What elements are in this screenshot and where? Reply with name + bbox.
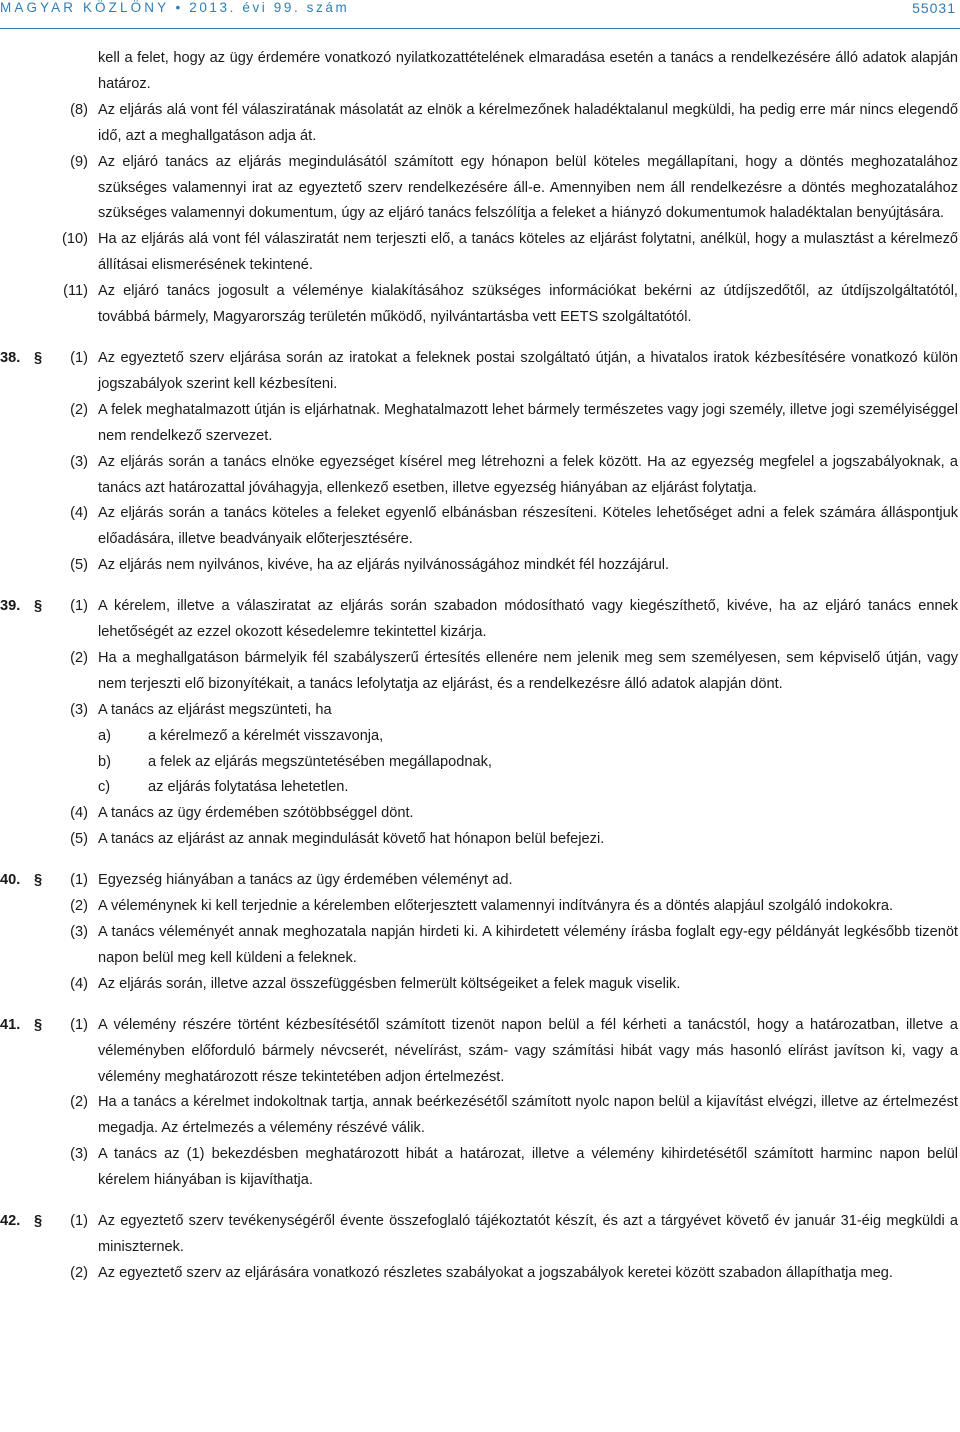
paragraph-number: (9) — [70, 153, 88, 170]
paragraph-text: Ha a meghallgatáson bármelyik fél szabályszerű értesítés ellenére nem jelenik meg sem személyesen, sem képviselő útján, vagy nem terjeszti elő bizonyítékait, a tanács lefolytatja az eljárást, és a rendelkezésre álló adatok alapján dönt. — [98, 649, 958, 692]
list-item — [0, 750, 960, 776]
paragraph-text: Az eljárás alá vont fél válasziratának másolatát az elnök a kérelmezőnek haladéktalanul megküldi, ha pedig erre már nincs elegendő idő, azt a meghallgatáson adja át. — [98, 101, 958, 144]
continuation-text: kell a felet, hogy az ügy érdemére vonatkozó nyilatkozattételének elmaradása esetén a tanács a rendelkezésére álló adatok alapján határoz. — [98, 50, 958, 92]
paragraph-text: A kérelem, illetve a válasziratat az eljárás során szabadon módosítható vagy kiegészíthető, kivéve, ha az eljáró tanács ennek lehetőségét az ezzel okozott késedelemre tekintettel kizárja. — [98, 598, 958, 641]
section-sign: § — [34, 598, 43, 615]
section — [0, 594, 960, 853]
header-running-title — [0, 0, 349, 15]
sections — [0, 331, 960, 1287]
section-gap — [0, 579, 960, 594]
list-item — [0, 724, 960, 750]
paragraph-text: Az eljáró tanács jogosult a véleménye kialakításához szükséges információkat bekérni az útdíjszedőtől, az útdíjszolgáltatótól, továbbá bármely, Magyarország területén működő, nyilvántartásba vett EETS szolgáltatótól. — [98, 283, 958, 326]
paragraph-text: A véleménynek ki kell terjednie a kérelemben előterjesztett valamennyi indítványra és a döntés alapjául szolgáló indokokra. — [98, 898, 893, 915]
paragraph — [0, 227, 960, 279]
paragraph-number: (5) — [70, 831, 88, 848]
paragraph-number: (3) — [70, 924, 88, 940]
publication-name: MAGYAR KÖZLÖNY — [0, 0, 170, 15]
paragraph-number: (1) — [70, 1016, 88, 1033]
section-number: 39. — [0, 598, 21, 615]
paragraph-text: Az eljáró tanács az eljárás megindulásától számított egy hónapon belül köteles megállapítani, hogy a döntés meghozatalához szükséges valamennyi irat az egyeztető szerv rendelkezésére áll-e. Amennyiben nem áll rendelkezésre a döntés meghozatalához szükséges valamennyi dokumentum, úgy az eljáró tanács felszólítja a feleket a hiányzó dokumentumok haladéktalan benyújtására. — [98, 153, 958, 222]
section-sign: § — [34, 1016, 43, 1033]
paragraph — [0, 1142, 960, 1194]
list-item-label: c) — [98, 779, 111, 796]
page-number: 55031 — [912, 0, 956, 16]
section — [0, 1013, 960, 1194]
list-item-label: b) — [98, 753, 111, 770]
section — [0, 346, 960, 579]
paragraph-number: (1) — [70, 349, 88, 366]
paragraph — [0, 450, 960, 502]
paragraph-number: (4) — [70, 505, 88, 522]
document-body — [0, 46, 960, 1287]
paragraph-text: A tanács az eljárást megszünteti, ha — [98, 701, 332, 718]
paragraph-number: (1) — [70, 598, 88, 615]
paragraph — [0, 150, 960, 228]
paragraph — [0, 279, 960, 331]
section-gap — [0, 853, 960, 868]
paragraph-number: (10) — [62, 231, 88, 248]
paragraph-number: (2) — [70, 898, 88, 915]
paragraph — [0, 1090, 960, 1142]
section-gap — [0, 1194, 960, 1209]
section — [0, 1209, 960, 1287]
page-header — [0, 0, 960, 30]
section-sign: § — [34, 1213, 43, 1230]
paragraph-text: Az egyeztető szerv eljárása során az iratokat a feleknek postai szolgáltató útján, a hivatalos iratok kézbesítésére vonatkozó külön jogszabályok szerint kell kézbesíteni. — [98, 349, 958, 392]
section-sign: § — [34, 872, 43, 889]
paragraph — [0, 972, 960, 998]
header-bullet: • — [175, 0, 183, 15]
list-item-text: a kérelmező a kérelmét visszavonja, — [148, 727, 384, 744]
paragraph-text: A tanács az eljárást az annak megindulását követő hat hónapon belül befejezi. — [98, 831, 605, 848]
paragraph — [0, 646, 960, 698]
list-item-text: az eljárás folytatása lehetetlen. — [148, 779, 349, 796]
paragraph — [0, 553, 960, 579]
paragraph-text: A felek meghatalmazott útján is eljárhatnak. Meghatalmazott lehet bármely természetes vagy jogi személy, illetve jogi személyiséggel nem rendelkező szervezet. — [98, 401, 958, 444]
list-item — [0, 775, 960, 801]
issue-label: 2013. évi 99. szám — [189, 0, 350, 15]
list-item-text: a felek az eljárás megszüntetésében megállapodnak, — [148, 753, 492, 770]
intro-paragraphs — [0, 98, 960, 331]
continuation-paragraph — [0, 46, 960, 98]
paragraph-number: (4) — [70, 975, 88, 992]
paragraph-number: (2) — [70, 1264, 88, 1281]
paragraph-text: Ha az eljárás alá vont fél válasziratát nem terjeszti elő, a tanács köteles az eljárást folytatni, anélkül, hogy a mulasztást a kérelmező állításai elismerésének tekintené. — [98, 231, 958, 274]
paragraph-number: (5) — [70, 557, 88, 574]
paragraph-text: Az eljárás nem nyilvános, kivéve, ha az eljárás nyilvánosságához mindkét fél hozzájárul. — [98, 557, 670, 574]
paragraph-text: A tanács az ügy érdemében szótöbbséggel dönt. — [98, 805, 414, 822]
paragraph — [0, 894, 960, 920]
section-number: 42. — [0, 1213, 21, 1230]
paragraph — [0, 1209, 960, 1261]
paragraph — [0, 698, 960, 724]
paragraph-text: Az eljárás során a tanács köteles a feleket egyenlő elbánásban részesíteni. Köteles lehetőséget adni a felek számára álláspontjuk előadására, illetve beadványaik előterjesztésére. — [98, 505, 958, 548]
paragraph — [0, 827, 960, 853]
section-gap — [0, 331, 960, 346]
section-number: 40. — [0, 872, 21, 889]
paragraph-text: Az eljárás során, illetve azzal összefüggésben felmerült költségeiket a felek maguk viselik. — [98, 975, 681, 992]
paragraph-number: (2) — [70, 649, 88, 666]
paragraph — [0, 398, 960, 450]
paragraph — [0, 98, 960, 150]
list-item-label: a) — [98, 727, 111, 744]
paragraph-number: (3) — [70, 453, 88, 470]
paragraph — [0, 501, 960, 553]
paragraph-text: A tanács véleményét annak meghozatala napján hirdeti ki. A kihirdetett vélemény írásba foglalt egy-egy példányát legkésőbb tizenöt napon belül meg kell küldeni a feleknek. — [98, 924, 958, 966]
paragraph — [0, 920, 960, 972]
paragraph-text: A vélemény részére történt kézbesítésétől számított tizenöt napon belül a fél kérheti a tanácstól, hogy a határozatban, illetve a véleményben előforduló bármely névcserét, névelírást, szám- vagy számítási hibát vagy más hasonló elírást javítson ki, vagy a vélemény meghatározott része tekintetében adjon értelmezést. — [98, 1016, 958, 1085]
section-number: 38. — [0, 349, 21, 366]
paragraph-number: (4) — [70, 805, 88, 822]
paragraph — [0, 346, 960, 398]
paragraph — [0, 1261, 960, 1287]
paragraph-number: (2) — [70, 1094, 88, 1111]
paragraph-number: (11) — [63, 283, 88, 300]
paragraph-text: Az eljárás során a tanács elnöke egyezséget kísérel meg létrehozni a felek között. Ha az egyezség megfelel a jogszabályoknak, a tanács azt határozattal jóváhagyja, ellenkező esetben, illetve egyezség hiányában az eljárást folytatja. — [98, 453, 958, 496]
paragraph-text: Az egyeztető szerv tevékenységéről évente összefoglaló tájékoztatót készít, és azt a tárgyévet követő év január 31-éig megküldi a miniszternek. — [98, 1213, 958, 1255]
paragraph-text: Egyezség hiányában a tanács az ügy érdemében véleményt ad. — [98, 872, 513, 889]
paragraph — [0, 594, 960, 646]
header-rule — [0, 28, 960, 29]
paragraph-number: (3) — [70, 1146, 88, 1163]
section-gap — [0, 998, 960, 1013]
paragraph — [0, 1013, 960, 1091]
paragraph — [0, 868, 960, 894]
paragraph-text: Az egyeztető szerv az eljárására vonatkozó részletes szabályokat a jogszabályok keretei között szabadon állapíthatja meg. — [98, 1264, 893, 1281]
section-number: 41. — [0, 1016, 21, 1033]
paragraph-number: (1) — [70, 1213, 88, 1230]
paragraph-number: (2) — [70, 401, 88, 418]
section-sign: § — [34, 349, 43, 366]
paragraph-number: (3) — [70, 701, 88, 718]
paragraph-text: A tanács az (1) bekezdésben meghatározott hibát a határozat, illetve a vélemény kihirdetésétől számított harminc napon belül kérelem hiányában is kijavíthatja. — [98, 1146, 958, 1189]
paragraph-text: Ha a tanács a kérelmet indokoltnak tartja, annak beérkezésétől számított nyolc napon belül a kijavítást elvégzi, illetve az értelmezést megadja. Az értelmezés a vélemény részévé válik. — [98, 1094, 958, 1137]
section — [0, 868, 960, 998]
paragraph — [0, 801, 960, 827]
paragraph-number: (8) — [70, 101, 88, 118]
paragraph-number: (1) — [70, 872, 88, 889]
